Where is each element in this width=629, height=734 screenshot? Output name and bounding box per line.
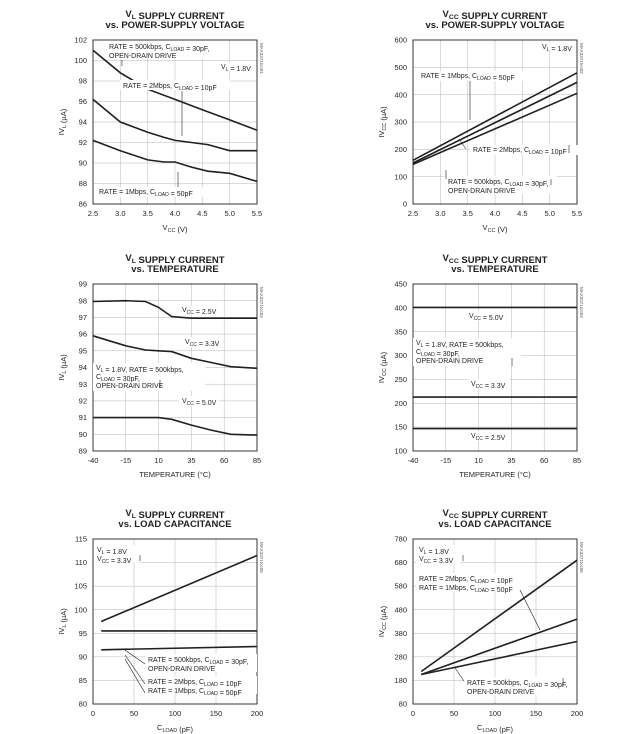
chart-subtitle: vs. LOAD CAPACITANCE [438,519,552,530]
y-tick-label: 380 [394,628,407,638]
y-tick-label: 400 [394,303,407,313]
y-tick-label: 105 [74,581,87,591]
y-tick-label: 89 [78,446,87,456]
x-tick-label: 100 [488,709,502,718]
annotation-text: $V_{CC} = 3.3V$ [419,556,454,565]
x-tick-label: 5.5 [571,209,583,218]
annotation-text: $V_L = 1.8V$, RATE = 500kbps, [96,365,184,374]
y-tick-label: 500 [394,62,407,72]
x-tick-label: 5.0 [224,209,235,218]
y-axis-label: $IV_L$ (µA) [57,608,68,635]
x-tick-label: 200 [570,709,584,718]
y-tick-label: 300 [394,117,407,127]
annotation-text: $V_{CC} = 2.5V$ [182,307,217,316]
x-tick-label: 4.5 [197,209,208,218]
chart-subtitle: vs. TEMPERATURE [131,264,219,275]
annotation-text: $V_{CC} = 3.3V$ [97,556,132,565]
annotation-text: RATE = 1Mbps, $C_{LOAD} = 50pF$ [421,73,515,82]
y-tick-label: 200 [394,398,407,408]
y-axis-label: $IV_{CC}$ (µA) [377,351,388,384]
annotation-text: OPEN-DRAIN DRIVE [416,358,484,365]
y-tick-label: 110 [75,558,87,568]
x-tick-label: 200 [250,709,264,718]
figure-code: MAX3371toc05 [259,542,264,573]
annotation-text: RATE = 500kbps, $C_{LOAD} = 30pF$, [467,680,568,689]
x-axis-label: $C_{LOAD}$ (pF) [157,723,193,734]
figure-code: MAX3371toc06 [579,542,584,573]
chart-c1 [57,9,264,234]
x-tick-label: 0 [410,709,416,718]
annotation-text: OPEN-DRAIN DRIVE [96,383,164,390]
y-tick-label: 400 [394,90,407,100]
annotation-leader [455,668,464,681]
y-tick-label: 85 [78,676,87,686]
x-tick-label: 4.5 [517,209,528,218]
y-tick-label: 200 [394,144,407,154]
x-axis-label: TEMPERATURE (°C) [139,470,211,479]
annotation-text: $V_L = 1.8V$ [97,547,127,556]
annotation-text: OPEN-DRAIN DRIVE [109,53,177,60]
x-tick-label: 35 [507,456,516,465]
x-tick-label: 85 [572,456,582,465]
x-tick-label: -40 [407,456,419,465]
chart-subtitle: vs. POWER-SUPPLY VOLTAGE [425,20,565,31]
chart-c4 [377,253,584,479]
y-tick-label: 90 [78,652,87,662]
y-tick-label: 80 [78,699,87,709]
y-tick-label: 100 [394,446,407,456]
y-tick-label: 94 [78,363,87,373]
annotation-text: $V_{CC} = 3.3V$ [471,381,506,390]
annotation-text: RATE = 2Mbps, $C_{LOAD} = 10pF$ [473,147,567,156]
chart-title: $V_{CC}$ SUPPLY CURRENT [442,508,548,521]
series-line [93,418,257,436]
y-tick-label: 95 [78,628,87,638]
y-tick-label: 90 [78,429,87,439]
y-tick-label: 96 [78,97,87,107]
y-tick-label: 80 [398,699,407,709]
y-tick-label: 98 [78,76,87,86]
x-tick-label: 3.0 [435,209,446,218]
annotation-text: OPEN-DRAIN DRIVE [448,188,516,195]
annotation-text: RATE = 500kbps, $C_{LOAD} = 30pF$, [109,44,210,53]
x-axis-label: $C_{LOAD}$ (pF) [477,723,513,734]
figure-code: MAX3371toc02 [579,43,584,74]
x-tick-label: 50 [129,709,139,718]
annotation-text: $C_{LOAD} = 30pF$, [96,374,140,383]
x-tick-label: 150 [529,709,543,718]
annotation-text: RATE = 1Mbps, $C_{LOAD} = 50pF$ [419,585,513,594]
annotation-text: $V_L = 1.8V$ [542,44,572,53]
x-tick-label: 3.0 [115,209,126,218]
x-axis-label: TEMPERATURE (°C) [459,470,531,479]
x-tick-label: -15 [120,456,132,465]
y-tick-label: 97 [78,313,87,322]
annotation-text: $V_{CC} = 2.5V$ [471,433,506,442]
chart-title: $V_L$ SUPPLY CURRENT [125,9,225,22]
y-tick-label: 780 [394,534,407,544]
x-tick-label: 3.5 [142,209,153,218]
y-tick-label: 350 [394,327,407,337]
annotation-text: RATE = 500kbps, $C_{LOAD} = 30pF$, [148,657,249,666]
y-tick-label: 91 [78,413,87,423]
annotation-text: OPEN-DRAIN DRIVE [467,689,535,696]
series-line [93,301,257,319]
annotation-text: RATE = 2Mbps, $C_{LOAD} = 10pF$ [123,83,217,92]
x-tick-label: 3.5 [462,209,473,218]
y-tick-label: 90 [78,158,87,168]
chart-subtitle: vs. TEMPERATURE [451,264,539,275]
figure-code: MAX3371toc03 [259,287,264,318]
x-tick-label: -15 [440,456,452,465]
y-tick-label: 250 [394,375,407,385]
x-tick-label: 60 [220,456,229,465]
annotation-text: $V_L = 1.8V$ [419,547,449,556]
annotation-text: OPEN-DRAIN DRIVE [148,666,216,673]
chart-c2 [377,9,584,234]
x-tick-label: 0 [90,709,96,718]
y-tick-label: 0 [402,199,407,209]
y-tick-label: 92 [78,396,87,406]
annotation-text: $V_{CC} = 3.3V$ [185,339,220,348]
y-tick-label: 86 [78,199,87,209]
y-tick-label: 180 [394,676,407,686]
x-tick-label: -40 [87,456,99,465]
y-tick-label: 95 [78,346,87,356]
annotation-leader [520,590,540,630]
chart-c3 [57,253,264,479]
y-tick-label: 150 [394,422,407,432]
y-axis-label: $IV_{CC}$ (µA) [377,605,388,638]
x-tick-label: 150 [209,709,223,718]
y-tick-label: 99 [78,279,87,289]
x-tick-label: 4.0 [489,209,501,218]
chart-title: $V_L$ SUPPLY CURRENT [125,253,225,266]
chart-c6 [377,508,584,734]
x-tick-label: 5.5 [251,209,263,218]
y-tick-label: 680 [394,558,407,568]
annotation-text: RATE = 1Mbps, $C_{LOAD} = 50pF$ [99,189,193,198]
y-tick-label: 93 [78,379,87,389]
y-tick-label: 98 [78,296,87,306]
annotation-text: $V_{CC} = 5.0V$ [182,398,217,407]
y-tick-label: 600 [394,35,407,45]
annotation-leader [125,655,145,684]
chart-title: $V_{CC}$ SUPPLY CURRENT [442,9,548,22]
figure-code: MAX3371toc01 [259,43,264,74]
annotation-text: $V_L = 1.8V$ [221,64,251,73]
y-tick-label: 100 [74,605,87,615]
figure-code: MAX3371toc04 [579,287,584,318]
x-tick-label: 4.0 [169,209,181,218]
y-tick-label: 115 [75,534,87,544]
x-tick-label: 5.0 [544,209,555,218]
y-tick-label: 480 [394,605,407,615]
annotation-text: RATE = 2Mbps, $C_{LOAD} = 10pF$ [148,679,242,688]
chart-title: $V_L$ SUPPLY CURRENT [125,508,225,521]
annotation-text: RATE = 1Mbps, $C_{LOAD} = 50pF$ [148,688,242,697]
y-tick-label: 88 [78,179,87,189]
x-tick-label: 10 [154,456,163,465]
x-tick-label: 35 [187,456,196,465]
annotation-leader [125,659,145,693]
annotation-text: RATE = 500kbps, $C_{LOAD} = 30pF$, [448,179,549,188]
x-tick-label: 2.5 [407,209,419,218]
chart-c5 [57,508,264,734]
annotation-text: RATE = 2Mbps, $C_{LOAD} = 10pF$ [419,576,513,585]
y-tick-label: 580 [394,581,407,591]
x-tick-label: 100 [168,709,182,718]
y-axis-label: $IV_{CC}$ (µA) [377,106,388,138]
y-tick-label: 300 [394,351,407,361]
y-tick-label: 96 [78,329,87,339]
x-axis-label: $V_{CC}$ (V) [162,223,188,234]
annotation-text: $V_{CC} = 5.0V$ [469,313,504,322]
annotation-text: $V_L = 1.8V$, RATE = 500kbps, [416,340,504,349]
annotation-text: $C_{LOAD} = 30pF$, [416,349,460,358]
x-axis-label: $V_{CC}$ (V) [482,223,508,234]
y-tick-label: 280 [394,652,407,662]
chart-subtitle: vs. POWER-SUPPLY VOLTAGE [105,20,245,31]
x-tick-label: 10 [474,456,483,465]
y-tick-label: 100 [74,56,87,66]
x-tick-label: 2.5 [87,209,99,218]
y-tick-label: 94 [78,117,87,127]
y-tick-label: 450 [394,279,407,289]
y-tick-label: 92 [78,138,87,148]
y-axis-label: $IV_L$ (µA) [57,354,68,381]
series-line [101,556,257,622]
chart-title: $V_{CC}$ SUPPLY CURRENT [442,253,548,266]
series-line [101,647,257,650]
x-tick-label: 50 [449,709,459,718]
x-tick-label: 85 [252,456,262,465]
y-tick-label: 100 [394,172,407,182]
y-axis-label: $IV_L$ (µA) [57,108,68,136]
y-tick-label: 102 [74,35,87,45]
plot-frame [413,284,577,451]
x-tick-label: 60 [540,456,549,465]
chart-subtitle: vs. LOAD CAPACITANCE [118,519,232,530]
